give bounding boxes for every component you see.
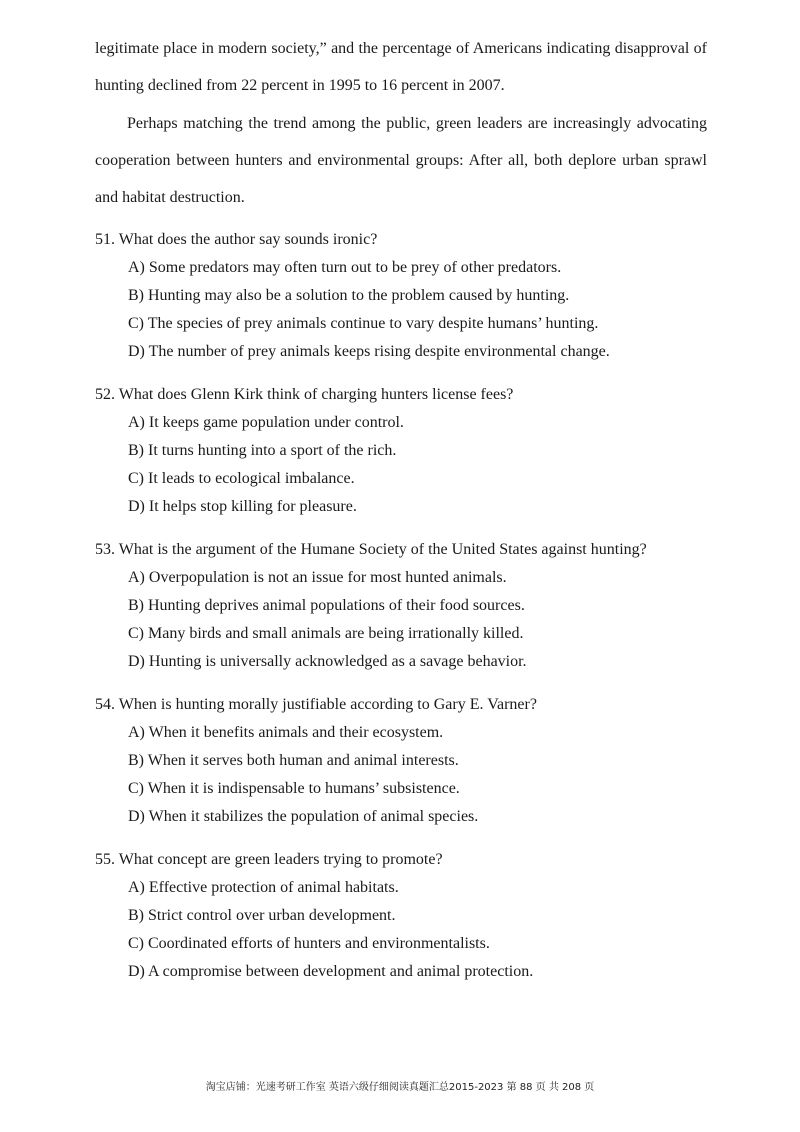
question-stem: 52. What does Glenn Kirk think of charging hunters license fees? — [95, 386, 514, 403]
answer-option: D) It helps stop killing for pleasure. — [128, 498, 357, 515]
question-55 — [95, 846, 735, 986]
answer-option: D) A compromise between development and animal protection. — [128, 963, 534, 980]
answer-option: C) When it is indispensable to humans’ subsistence. — [128, 780, 460, 797]
answer-option: A) Overpopulation is not an issue for most hunted animals. — [128, 569, 507, 586]
answer-option: D) When it stabilizes the population of animal species. — [128, 808, 479, 825]
answer-option: A) When it benefits animals and their ecosystem. — [128, 724, 444, 741]
question-stem: 55. What concept are green leaders trying to promote? — [95, 851, 443, 868]
answer-option: D) The number of prey animals keeps rising despite environmental change. — [128, 343, 610, 360]
answer-option: C) Coordinated efforts of hunters and environmentalists. — [128, 935, 490, 952]
answer-option: B) Hunting deprives animal populations of their food sources. — [128, 597, 525, 614]
question-53 — [95, 536, 735, 676]
answer-option: A) Effective protection of animal habitats. — [128, 879, 399, 896]
answer-option: C) It leads to ecological imbalance. — [128, 470, 355, 487]
question-stem: 51. What does the author say sounds ironic? — [95, 231, 378, 248]
answer-option: B) When it serves both human and animal interests. — [128, 752, 459, 769]
answer-option: B) It turns hunting into a sport of the rich. — [128, 442, 397, 459]
question-51 — [95, 226, 735, 366]
question-stem: 54. When is hunting morally justifiable according to Gary E. Varner? — [95, 696, 537, 713]
page-footer: 淘宝店铺：光速考研工作室 英语六级仔细阅读真题汇总2015-2023 第 88 页 共 208 页 — [205, 1082, 595, 1093]
question-52 — [95, 381, 735, 521]
answer-option: C) Many birds and small animals are being irrationally killed. — [128, 625, 524, 642]
answer-option: A) It keeps game population under control. — [128, 414, 404, 431]
answer-option: B) Strict control over urban development. — [128, 907, 396, 924]
answer-option: B) Hunting may also be a solution to the problem caused by hunting. — [128, 287, 570, 304]
passage-paragraph-2: Perhaps matching the trend among the public, green leaders are increasingly advocating cooperation between hunters and environmental groups: After all, both deplore urban sprawl and habitat destruction. — [95, 115, 707, 206]
question-stem: 53. What is the argument of the Humane Society of the United States against hunting? — [95, 541, 647, 558]
question-54 — [95, 691, 735, 831]
answer-option: C) The species of prey animals continue to vary despite humans’ hunting. — [128, 315, 599, 332]
answer-option: A) Some predators may often turn out to be prey of other predators. — [128, 259, 562, 276]
answer-option: D) Hunting is universally acknowledged as a savage behavior. — [128, 653, 527, 670]
passage-paragraph-1: legitimate place in modern society,” and the percentage of Americans indicating disapproval of hunting declined from 22 percent in 1995 to 16 percent in 2007. — [95, 40, 707, 94]
